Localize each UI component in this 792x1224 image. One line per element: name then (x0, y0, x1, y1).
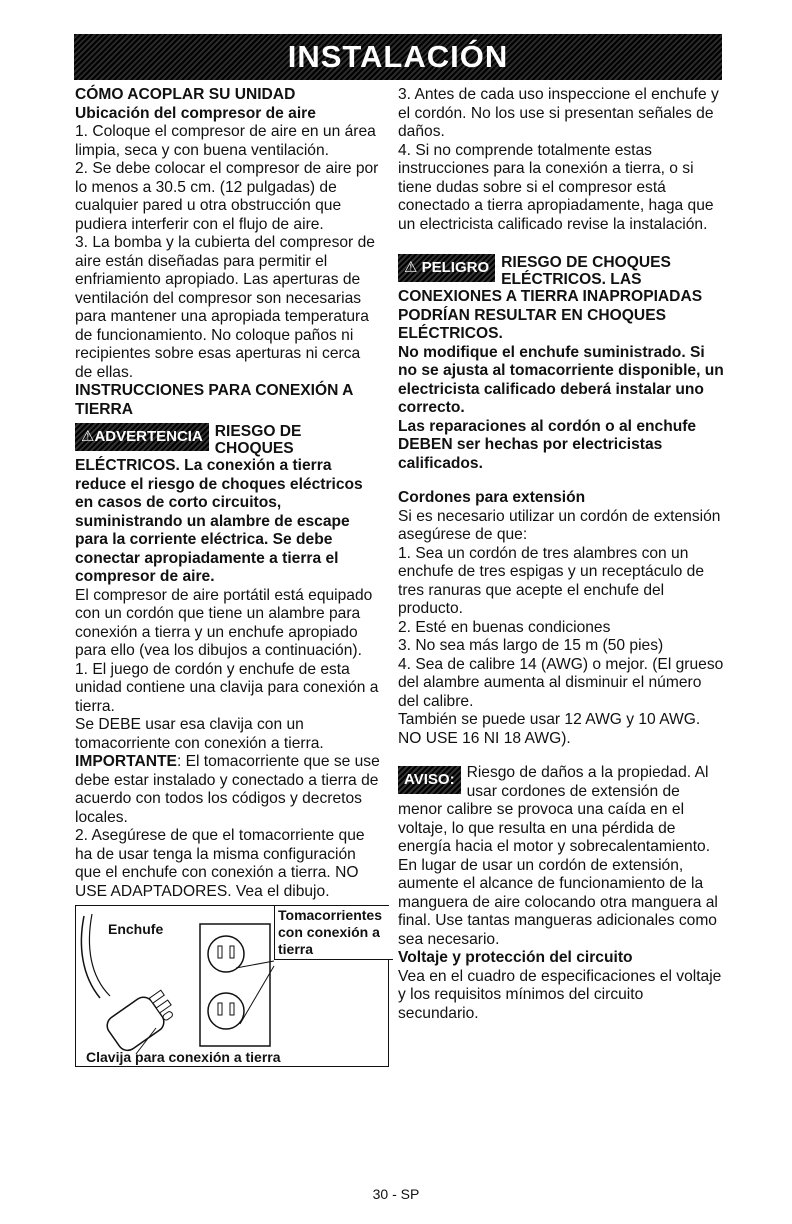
danger-title: RIESGO DE CHOQUES ELÉCTRICOS. LAS (501, 254, 671, 288)
paragraph: 3. La bomba y la cubierta del compresor de aire están diseñadas para permitir el enfriamiento apropiado. Las aperturas de ventilación del compresor son necesarias para mantener una apropiada temperatura de funcionamiento. No coloque paños ni recipientes sobre esas aperturas ni cerca de ellas. (75, 234, 375, 381)
notice-badge: AVISO: (398, 766, 461, 794)
warning-block (75, 423, 380, 457)
paragraph: 1. Coloque el compresor de aire en un área limpia, seca y con buena ventilación. (75, 123, 376, 159)
heading-voltage: Voltaje y protección del circuito (398, 949, 633, 966)
paragraph: Si es necesario utilizar un cordón de extensión asegúrese de que: (398, 507, 721, 543)
plug-outlet-figure (75, 905, 389, 1067)
important-text: : El tomacorriente que se use debe estar instalado y conectado a tierra de acuerdo con todos los códigos y decretos locales. (75, 753, 380, 826)
danger-bold-2: Las reparaciones al cordón o al enchufe DEBEN ser hechas por electricistas calificados. (398, 417, 697, 472)
plug-outlet-illustration (76, 906, 388, 1066)
heading-location: Ubicación del compresor de aire (75, 104, 316, 122)
paragraph: Se DEBE usar esa clavija con un tomacorriente con conexión a tierra. (75, 716, 324, 752)
ground-pin-label: Clavija para conexión a tierra (86, 1048, 281, 1065)
list-item: 3. No sea más largo de 15 m (50 pies) (398, 637, 664, 654)
heading-assembly: CÓMO ACOPLAR SU UNIDAD (75, 86, 296, 103)
left-column (75, 86, 380, 1067)
warning-title: RIESGO DE CHOQUES (214, 423, 302, 457)
danger-block (398, 254, 726, 288)
heading-grounding: INSTRUCCIONES PARA CONEXIÓN A TIERRA (75, 382, 353, 418)
list-item: 2. Esté en buenas condiciones (398, 618, 611, 636)
notice-text: Riesgo de daños a la propiedad. Al usar cordones de extensión de menor calibre se provoca una caída en el voltaje, lo que resulta en una pérdida de energía hacia el motor y sobrecalentamiento. En lugar de usar un cordón de extensión, aumente el alcance de funcionamiento de la manguera de aire colocando otra manguera al final. Use tantas mangueras adicionales como sea necesario. (398, 764, 718, 948)
paragraph: También se puede usar 12 AWG y 10 AWG. NO USE 16 NI 18 AWG). (398, 711, 701, 747)
warning-text: ELÉCTRICOS. La conexión a tierra reduce el riesgo de choques eléctricos en casos de corto circuitos, suministrando un alambre de escape para la corriente eléctrica. Se debe conectar apropiadamente a tierra el compresor de aire. (75, 457, 363, 585)
page-number: 30 - SP (372, 1186, 420, 1202)
paragraph: Vea en el cuadro de especificaciones el voltaje y los requisitos mínimos del circuito secundario. (398, 967, 722, 1022)
paragraph: 1. El juego de cordón y enchufe de esta unidad contiene una clavija para conexión a tierra. (75, 660, 379, 715)
paragraph-important (75, 753, 380, 827)
list-item: 1. Sea un cordón de tres alambres con un enchufe de tres espigas y un receptáculo de tres ranuras que acepte el enchufe del producto. (398, 544, 705, 617)
danger-text: CONEXIONES A TIERRA INAPROPIADAS PODRÍAN RESULTAR EN CHOQUES ELÉCTRICOS. (398, 288, 703, 342)
heading-extension-cords: Cordones para extensión (398, 489, 586, 506)
list-item: 4. Sea de calibre 14 (AWG) o mejor. (El grueso del alambre aumenta al disminuir el número del calibre. (398, 655, 724, 710)
paragraph: 2. Se debe colocar el compresor de aire por lo menos a 30.5 cm. (12 pulgadas) de cualquier pared u otra obstrucción que pudiera interferir con el flujo de aire. (75, 160, 379, 233)
danger-bold-1: No modifique el enchufe suministrado. Si no se ajusta al tomacorriente disponible, un electricista calificado deberá instalar uno correcto. (398, 343, 724, 416)
danger-badge: ⚠ PELIGRO (398, 254, 495, 282)
warning-badge: ⚠ADVERTENCIA (75, 423, 209, 451)
outlet-label: Tomacorrientes con conexión a tierra (274, 906, 393, 960)
paragraph: El compresor de aire portátil está equipado con un cordón que tiene un alambre para conexión a tierra y un enchufe apropiado para ello (vea los dibujos a continuación). (75, 586, 373, 659)
paragraph: 2. Asegúrese de que el tomacorriente que ha de usar tenga la misma configuración que el enchufe con conexión a tierra. NO USE ADAPTADORES. Vea el dibujo. (75, 827, 365, 900)
section-banner: INSTALACIÓN (74, 34, 722, 80)
important-label: IMPORTANTE (75, 753, 177, 770)
notice-block (398, 764, 726, 949)
paragraph: 4. Si no comprende totalmente estas instrucciones para la conexión a tierra, o si tiene dudas sobre si el compresor está conectado a tierra apropiadamente, haga que un electricista calificado revise la instalación. (398, 141, 714, 233)
right-column (398, 86, 726, 1023)
paragraph: 3. Antes de cada uso inspeccione el enchufe y el cordón. No los use si presentan señales de daños. (398, 86, 719, 140)
plug-label: Enchufe (108, 921, 164, 937)
